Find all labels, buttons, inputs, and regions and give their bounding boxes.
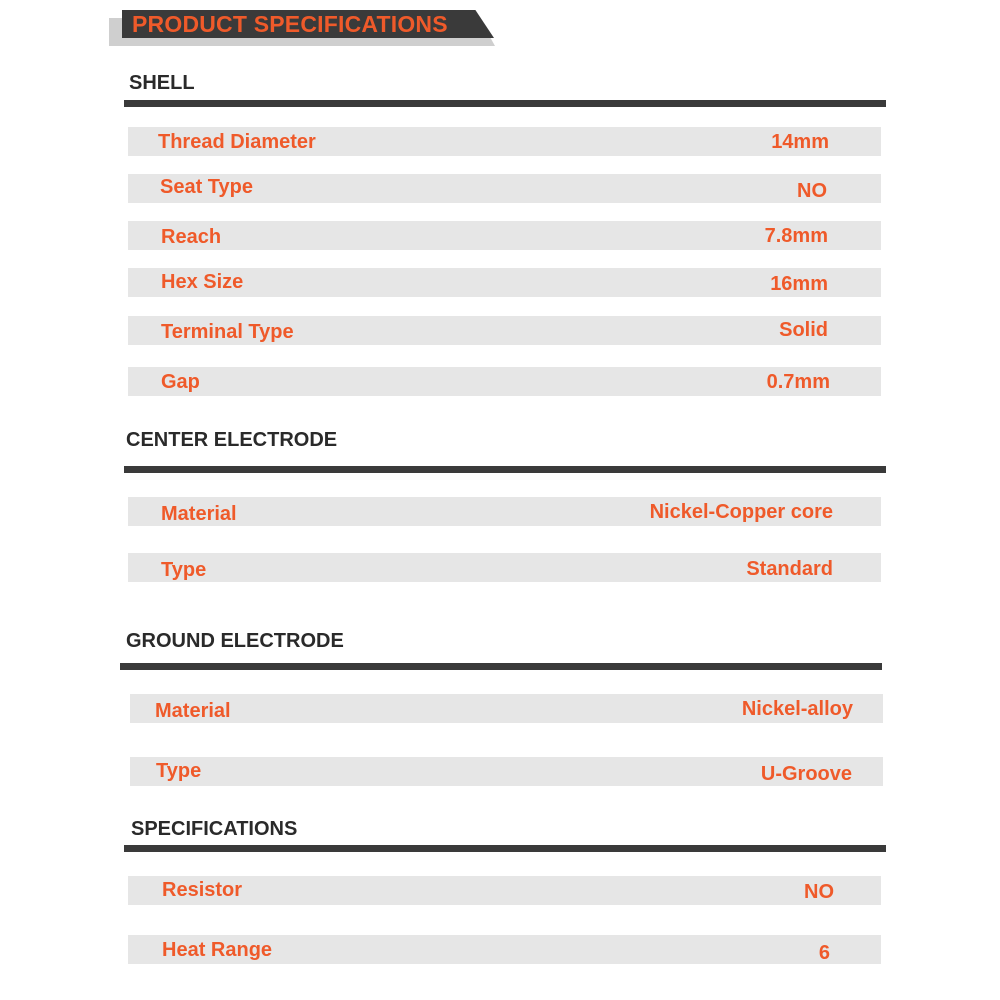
spec-value: Nickel-Copper core — [649, 501, 833, 523]
spec-value: 14mm — [771, 131, 829, 153]
spec-label: Seat Type — [160, 176, 253, 198]
spec-label: Thread Diameter — [158, 131, 316, 153]
spec-value: 6 — [818, 942, 830, 964]
spec-label: Terminal Type — [161, 321, 294, 343]
spec-value: Nickel-alloy — [741, 698, 853, 720]
section-heading-specifications: SPECIFICATIONS — [131, 818, 298, 840]
spec-value: NO — [797, 180, 827, 202]
spec-label: Type — [156, 760, 202, 782]
spec-value: U-Groove — [760, 763, 852, 785]
section-heading-ground-electrode: GROUND ELECTRODE — [126, 630, 344, 652]
section-heading-center-electrode: CENTER ELECTRODE — [126, 429, 338, 451]
spec-label: Type — [161, 559, 207, 581]
page-title: PRODUCT SPECIFICATIONS — [132, 11, 448, 37]
spec-label: Resistor — [162, 879, 243, 901]
spec-label: Reach — [161, 226, 222, 248]
spec-label: Heat Range — [162, 939, 273, 961]
spec-value: 16mm — [770, 273, 828, 295]
spec-value: 0.7mm — [766, 371, 830, 393]
section-heading-shell: SHELL — [129, 72, 195, 94]
spec-value: NO — [804, 881, 834, 903]
spec-label: Material — [161, 503, 237, 525]
section-divider — [124, 100, 886, 107]
spec-value: Standard — [746, 558, 833, 580]
section-divider — [124, 466, 886, 473]
section-divider — [120, 663, 882, 670]
spec-label: Gap — [161, 371, 200, 393]
spec-value: Solid — [779, 319, 828, 341]
spec-value: 7.8mm — [764, 225, 828, 247]
spec-label: Hex Size — [161, 271, 244, 293]
spec-label: Material — [155, 700, 231, 722]
section-divider — [124, 845, 886, 852]
